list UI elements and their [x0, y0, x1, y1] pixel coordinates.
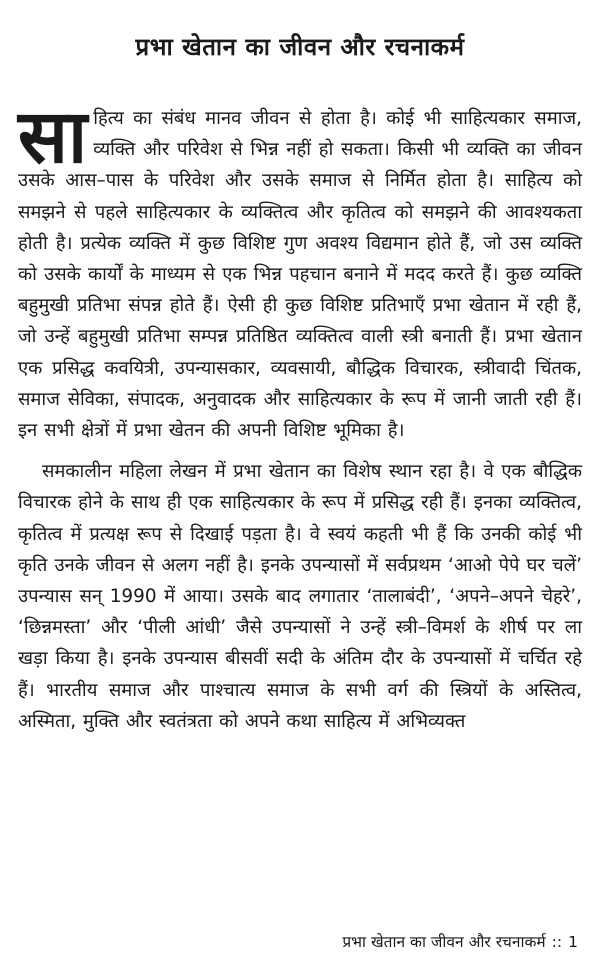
page-number: 1 — [568, 933, 578, 951]
footer-separator: :: — [551, 933, 563, 951]
paragraph-2 — [18, 456, 582, 737]
running-title: प्रभा खेतान का जीवन और रचनाकर्म — [342, 933, 546, 951]
paragraph-1-text: हित्य का संबंध मानव जीवन से होता है। कोई भी साहित्यकार समाज, व्यक्ति और परिवेश से भिन्न नहीं हो सकता। किसी भी व्यक्ति का जीवन उसके आस–पास के परिवेश और उसके समाज से निर्मित होता है। साहित्य को समझने से पहले साहित्यकार के व्यक्तित्व और कृतित्व को समझने की आवश्यकता होती है। प्रत्येक व्यक्ति में कुछ विशिष्ट गुण अवश्य विद्यमान होते हैं, जो उस व्यक्ति को उसके कार्यों के माध्यम से एक भिन्न पहचान बनाने में मदद करते हैं। कुछ व्यक्ति बहुमुखी प्रतिभा संपन्न होते हैं। ऐसी ही कुछ विशिष्ट प्रतिभाएँ प्रभा खेतान में रही हैं, जो उन्हें बहुमुखी प्रतिभा सम्पन्न प्रतिष्ठित व्यक्तित्व वाली स्त्री बनाती हैं। प्रभा खेतान एक प्रसिद्ध कवयित्री, उपन्यासकार, व्यवसायी, बौद्धिक विचारक, स्त्रीवादी चिंतक, समाज सेविका, संपादक, अनुवादक और साहित्यकार के रूप में जानी जाती रही हैं। इन सभी क्षेत्रों में प्रभा खेतन की अपनी विशिष्ट भूमिका है। — [18, 108, 582, 442]
chapter-title: प्रभा खेतान का जीवन और रचनाकर्म — [135, 33, 465, 61]
paragraph-1 — [18, 94, 582, 446]
drop-cap: सा — [18, 94, 88, 180]
page-footer — [342, 930, 578, 952]
paragraph-2-text: समकालीन महिला लेखन में प्रभा खेतान का विशेष स्थान रहा है। वे एक बौद्धिक विचारक होने के साथ ही एक साहित्यकार के रूप में प्रसिद्ध रही हैं। इनका व्यक्तित्व, कृतित्व में प्रत्यक्ष रूप से दिखाई पड़ता है। वे स्वयं कहती भी हैं कि उनकी कोई भी कृति उनके जीवन से अलग नहीं है। इनके उपन्यासों में सर्वप्रथम ‘आओ पेपे घर चलें’ उपन्यास सन् 1990 में आया। उसके बाद लगातार ‘तालाबंदी’, ‘अपने–अपने चेहरे’, ‘छिन्नमस्ता’ और ‘पीली आंधी’ जैसे उपन्यासों ने उन्हें स्त्री–विमर्श के शीर्ष पर ला खड़ा किया है। इनके उपन्यास बीसवीं सदी के अंतिम दौर के उपन्यासों में चर्चित रहे हैं। भारतीय समाज और पाश्चात्य समाज के सभी वर्ग की स्त्रियों के अस्तित्व, अस्मिता, मुक्ति और स्वतंत्रता को अपने कथा साहित्य में अभिव्यक्त — [18, 461, 582, 732]
